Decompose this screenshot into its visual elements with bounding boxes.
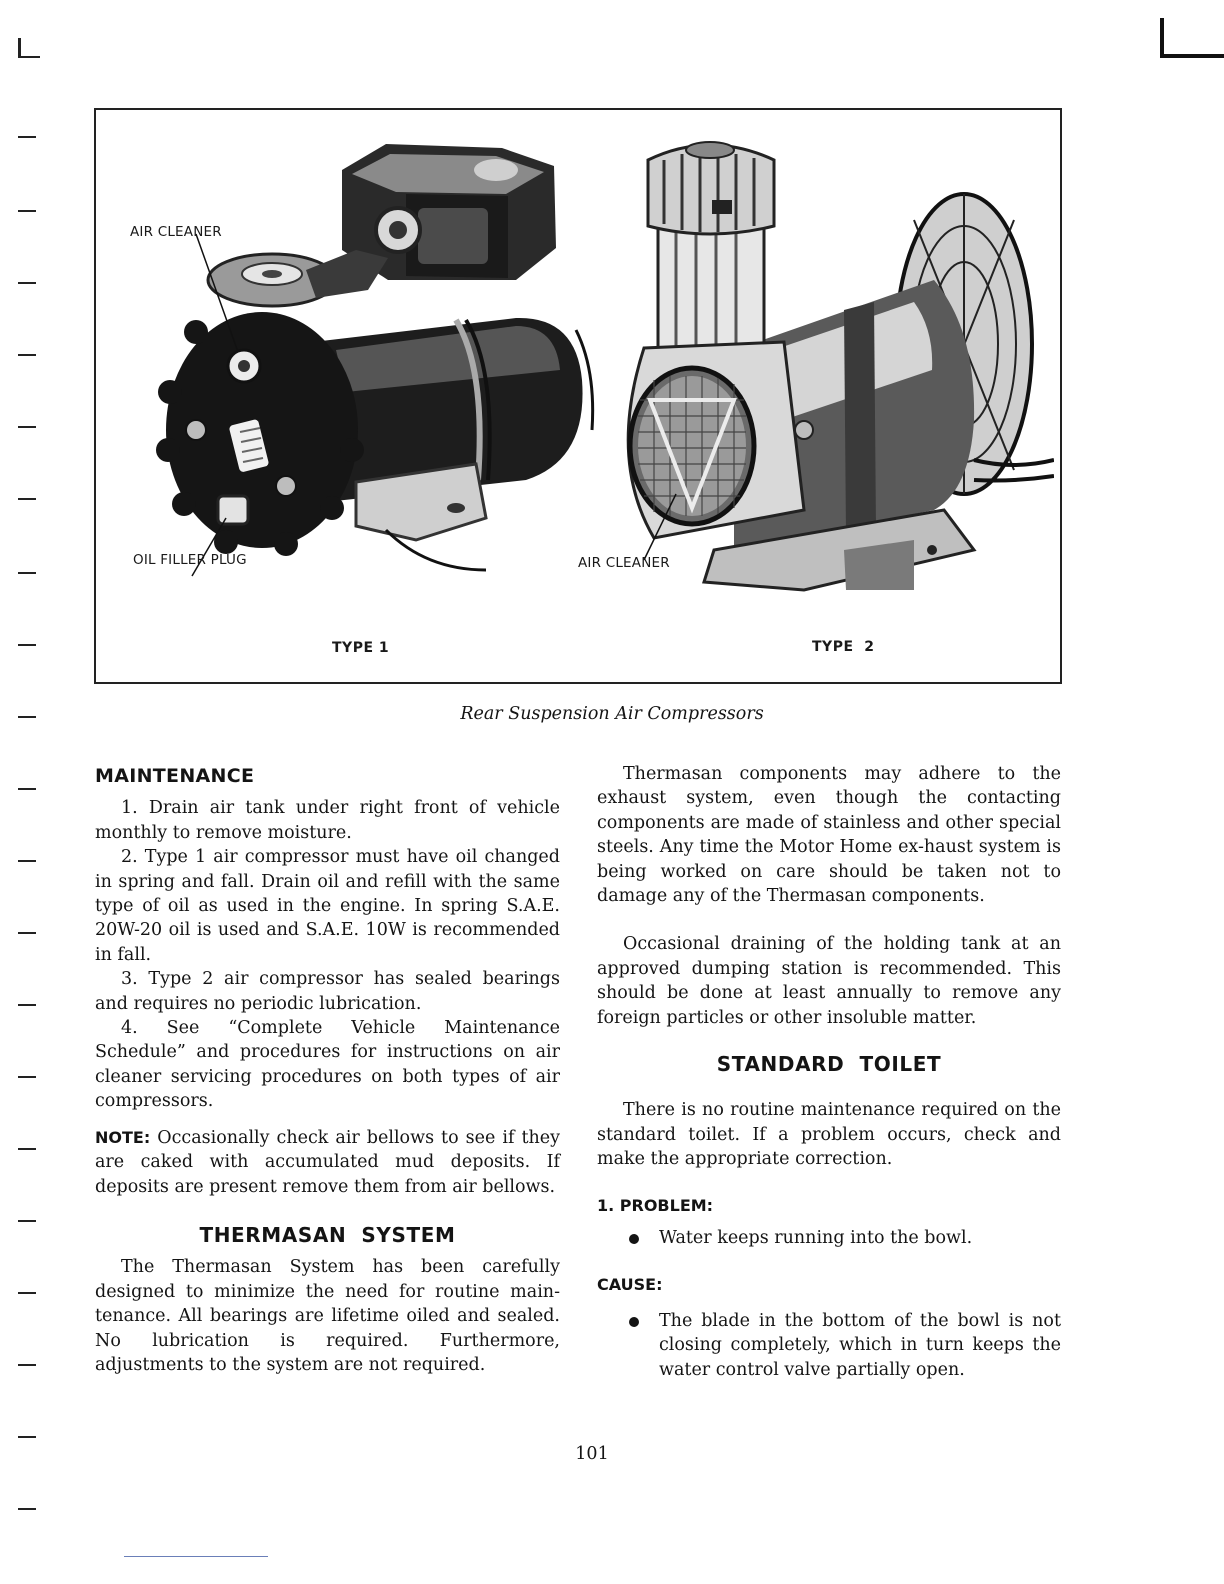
label-air-cleaner-type2: AIR CLEANER bbox=[578, 555, 670, 571]
maintenance-item: 2. Type 1 air compressor must have oil changed in spring and fall. Drain oil and refill with the same type of oil as used in the engine. In spring S.A.E. 20W-20 oil is used and S.A.E. 10W is recommended in fall. bbox=[95, 847, 560, 965]
maintenance-heading: MAINTENANCE bbox=[95, 765, 255, 787]
binding-tick bbox=[18, 1220, 36, 1222]
binding-tick bbox=[18, 1508, 36, 1510]
problem-item bbox=[597, 1226, 1061, 1250]
maintenance-item: 3. Type 2 air compressor has sealed bearings and requires no periodic lubrication. bbox=[95, 969, 560, 1014]
binding-tick bbox=[18, 1004, 36, 1006]
problem-label: 1. PROBLEM: bbox=[597, 1195, 714, 1215]
label-oil-filler-plug: OIL FILLER PLUG bbox=[133, 552, 247, 568]
note-label: NOTE: bbox=[95, 1127, 151, 1147]
type2-compressor-illustration bbox=[614, 130, 1054, 600]
binding-tick bbox=[18, 426, 36, 428]
label-air-cleaner-type1: AIR CLEANER bbox=[130, 224, 222, 240]
figure-frame bbox=[94, 108, 1062, 684]
binding-tick bbox=[18, 282, 36, 284]
scan-corner-mark-right bbox=[1160, 18, 1224, 58]
note-text: Occasionally check air bellows to see if they are caked with accumulated mud deposits. If deposits are present remove them from air bellows. bbox=[95, 1127, 560, 1197]
right-column bbox=[597, 762, 1061, 1382]
problem-text: Water keeps running into the bowl. bbox=[659, 1228, 973, 1249]
binding-tick bbox=[18, 1364, 36, 1366]
label-type-2: TYPE 2 bbox=[812, 639, 875, 655]
binding-tick bbox=[18, 210, 36, 212]
binding-tick bbox=[18, 572, 36, 574]
binding-tick bbox=[18, 788, 36, 790]
binding-tick bbox=[18, 1292, 36, 1294]
binding-tick bbox=[18, 498, 36, 500]
thermasan-heading: THERMASAN SYSTEM bbox=[199, 1222, 456, 1247]
binding-tick bbox=[18, 644, 36, 646]
binding-tick bbox=[18, 1436, 36, 1438]
scan-corner-mark bbox=[18, 38, 21, 58]
left-column bbox=[95, 764, 560, 1377]
cause-label: CAUSE: bbox=[597, 1274, 663, 1294]
binding-tick bbox=[18, 354, 36, 356]
type1-compressor-illustration bbox=[156, 130, 596, 600]
bullet-icon bbox=[629, 1317, 639, 1327]
maintenance-item: 1. Drain air tank under right front of vehicle monthly to remove moisture. bbox=[95, 798, 560, 843]
binding-tick bbox=[18, 136, 36, 138]
label-type-1: TYPE 1 bbox=[332, 640, 390, 656]
maintenance-item: 4. See “Complete Vehicle Maintenance Schedule” and procedures for instructions on air cleaner servicing procedures on both types of air compressors. bbox=[95, 1018, 560, 1112]
standard-toilet-heading: STANDARD TOILET bbox=[716, 1052, 942, 1077]
maintenance-note bbox=[95, 1126, 560, 1199]
binding-tick bbox=[18, 860, 36, 862]
scan-corner-mark bbox=[18, 56, 40, 58]
thermasan-paragraph: Thermasan components may adhere to the exhaust system, even though the contacting components are made of stainless and other special steels. Any time the Motor Home ex-haust system is being worked on care should be taken not to damage any of the Thermasan components. bbox=[597, 764, 1061, 907]
binding-tick bbox=[18, 1076, 36, 1078]
bullet-icon bbox=[629, 1234, 639, 1244]
cause-item bbox=[597, 1309, 1061, 1382]
cause-text: The blade in the bottom of the bowl is not closing completely, which in turn keeps the water control valve partially open. bbox=[659, 1310, 1061, 1380]
thermasan-paragraph: The Thermasan System has been carefully designed to minimize the need for routine main-tenance. All bearings are lifetime oiled and sealed. No lubrication is required. Furthermore, adjustments to the system are not required. bbox=[95, 1257, 560, 1375]
thermasan-paragraph: Occasional draining of the holding tank at an approved dumping station is recommended. This should be done at least annually to remove any foreign particles or other insoluble matter. bbox=[597, 934, 1061, 1028]
binding-tick bbox=[18, 932, 36, 934]
binding-tick bbox=[18, 1148, 36, 1150]
page-number: 101 bbox=[575, 1444, 609, 1464]
toilet-intro: There is no routine maintenance required on the standard toilet. If a problem occurs, check and make the appropriate correction. bbox=[597, 1100, 1061, 1170]
scan-edge-line bbox=[124, 1556, 268, 1557]
figure-caption: Rear Suspension Air Compressors bbox=[460, 704, 764, 724]
